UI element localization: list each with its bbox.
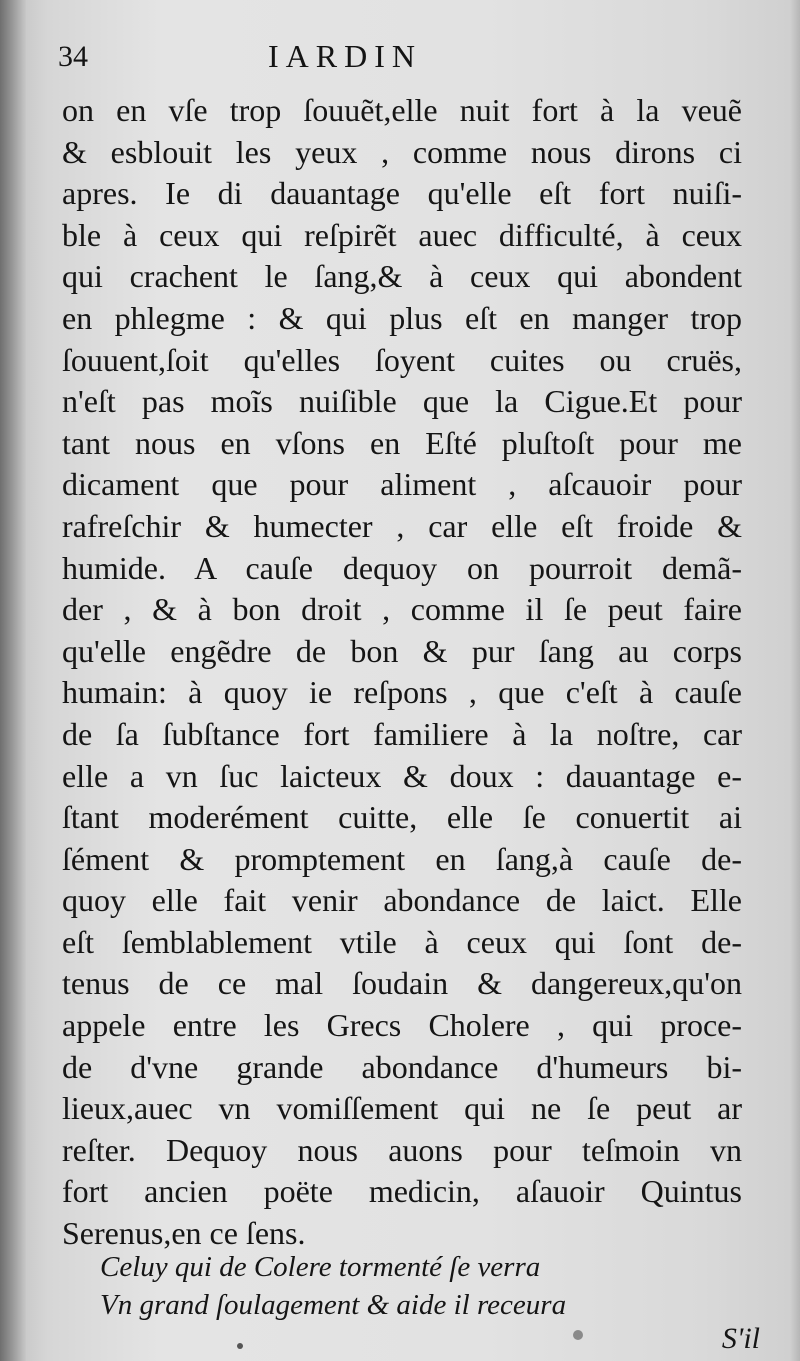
catchword: S'il — [721, 1322, 760, 1355]
page-edge-shadow — [790, 0, 800, 1361]
text-line: lieux,auec vn vomiſſement qui ne ſe peut ar — [62, 1090, 742, 1127]
text-line: tant nous en vſons en Eſté pluſtoſt pour me — [62, 424, 742, 461]
page-header — [58, 40, 738, 84]
text-line: appele entre les Grecs Cholere , qui proce- — [62, 1007, 742, 1044]
verse-line-1: Celuy qui de Colere tormenté ſe verra — [100, 1251, 541, 1283]
text-line: ble à ceux qui reſpirẽt auec difficulté, à ceux — [62, 216, 742, 253]
page-number: 34 — [58, 40, 88, 73]
text-line: ſouuent,ſoit qu'elles ſoyent cuites ou cruës, — [62, 341, 742, 378]
text-line: n'eſt pas moĩs nuiſible que la Cigue.Et pour — [62, 383, 742, 420]
text-line: apres. Ie di dauantage qu'elle eſt fort nuiſi- — [62, 175, 742, 212]
text-line: Serenus,en ce ſens. — [62, 1215, 306, 1252]
body-text — [62, 90, 742, 1255]
text-line: & esblouit les yeux , comme nous dirons ci — [62, 133, 742, 170]
ink-speck — [237, 1343, 243, 1349]
text-line: der , & à bon droit , comme il ſe peut faire — [62, 591, 742, 628]
text-line: de ſa ſubſtance fort familiere à la noſtre, car — [62, 715, 742, 752]
text-line: elle a vn ſuc laicteux & doux : dauantage e- — [62, 757, 742, 794]
text-line: reſter. Dequoy nous auons pour teſmoin vn — [62, 1131, 742, 1168]
text-line: en phlegme : & qui plus eſt en manger trop — [62, 299, 742, 336]
text-line: tenus de ce mal ſoudain & dangereux,qu'on — [62, 965, 742, 1002]
text-line: de d'vne grande abondance d'humeurs bi- — [62, 1048, 742, 1085]
text-line: humide. A cauſe dequoy on pourroit demã- — [62, 549, 742, 586]
ink-speck — [573, 1330, 583, 1340]
verse-quotation — [100, 1248, 660, 1324]
text-line: qu'elle engẽdre de bon & pur ſang au corps — [62, 632, 742, 669]
text-line: qui crachent le ſang,& à ceux qui abondent — [62, 258, 742, 295]
text-line: quoy elle fait venir abondance de laict. Elle — [62, 882, 742, 919]
page-gutter-shadow — [0, 0, 26, 1361]
text-line: rafreſchir & humecter , car elle eſt froide & — [62, 507, 742, 544]
text-line: ſtant moderément cuitte, elle ſe conuertit ai — [62, 799, 742, 836]
text-line: ſément & promptement en ſang,à cauſe de- — [62, 840, 742, 877]
verse-line-2: Vn grand ſoulagement & aide il receura — [100, 1289, 567, 1321]
text-line: dicament que pour aliment , aſcauoir pour — [62, 466, 742, 503]
text-line: on en vſe trop ſouuẽt,elle nuit fort à la veuẽ — [62, 92, 742, 128]
text-line: humain: à quoy ie reſpons , que c'eſt à cauſe — [62, 674, 742, 711]
running-head: IARDIN — [268, 38, 422, 74]
text-line: eſt ſemblablement vtile à ceux qui ſont de- — [62, 923, 742, 960]
text-line: fort ancien poëte medicin, aſauoir Quintus — [62, 1173, 742, 1210]
